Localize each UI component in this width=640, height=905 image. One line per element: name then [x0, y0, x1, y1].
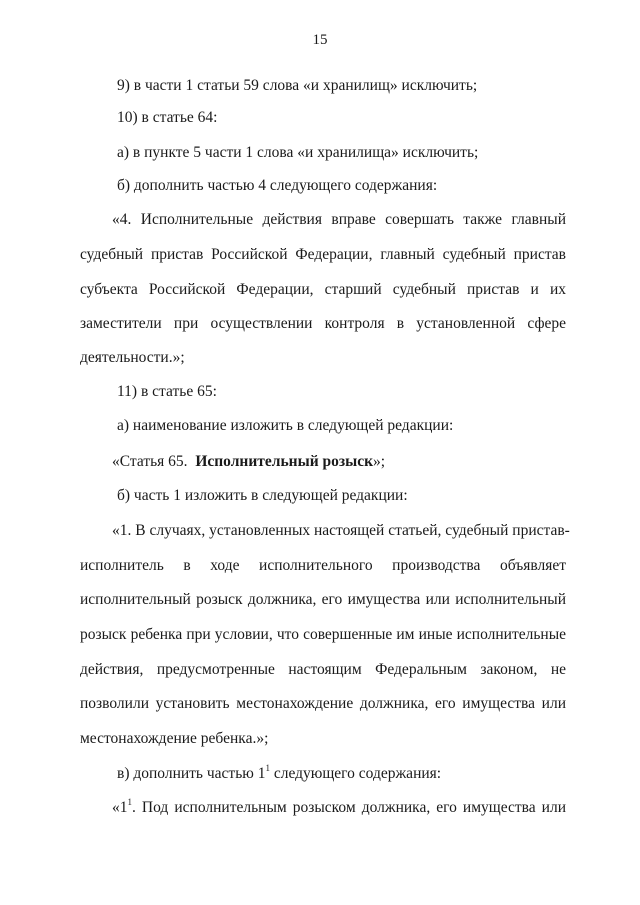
article-heading-tail: »;	[373, 453, 386, 470]
paragraph-line: исполнитель в ходе исполнительного производства объявляет	[80, 557, 566, 574]
article-number: «Статья 65.	[112, 453, 188, 470]
paragraph-line: а) наименование изложить в следующей редакции:	[117, 417, 454, 434]
paragraph-line: исполнительный розыск должника, его имущества или исполнительный	[80, 591, 566, 608]
paragraph-line: 9) в части 1 статьи 59 слова «и хранилищ» исключить;	[117, 77, 478, 94]
paragraph-line: розыск ребенка при условии, что совершенные им иные исполнительные	[80, 626, 566, 643]
paragraph-line: судебный пристав Российской Федерации, главный судебный пристав	[80, 246, 566, 263]
page-number: 15	[312, 32, 328, 48]
paragraph-line: заместители при осуществлении контроля в установленной сфере	[80, 315, 566, 332]
paragraph-line: 11) в статье 65:	[117, 383, 217, 400]
paragraph-line: «1. В случаях, установленных настоящей статьей, судебный пристав-	[112, 522, 570, 539]
article-title: Исполнительный розыск	[195, 453, 374, 470]
paragraph-text: следующего содержания:	[269, 765, 442, 782]
paragraph-text: «1	[112, 799, 128, 816]
article-heading-line	[112, 452, 566, 472]
paragraph-line: б) часть 1 изложить в следующей редакции:	[117, 487, 408, 504]
paragraph-line: субъекта Российской Федерации, старший судебный пристав и их	[80, 281, 566, 298]
paragraph-line: а) в пункте 5 части 1 слова «и хранилища» исключить;	[117, 144, 479, 161]
paragraph-line: деятельности.»;	[80, 349, 185, 366]
superscript: 1	[127, 797, 132, 807]
paragraph-line	[112, 798, 566, 818]
paragraph-line: местонахождение ребенка.»;	[80, 730, 269, 747]
superscript: 1	[265, 763, 270, 773]
paragraph-line: б) дополнить частью 4 следующего содержания:	[117, 177, 438, 194]
paragraph-line	[117, 764, 566, 784]
paragraph-line: 10) в статье 64:	[117, 109, 218, 126]
paragraph-text: . Под исполнительным розыском должника, его имущества или	[132, 799, 566, 816]
paragraph-line: «4. Исполнительные действия вправе совершать также главный	[112, 211, 566, 228]
paragraph-line: позволили установить местонахождение должника, его имущества или	[80, 695, 566, 712]
paragraph-text: в) дополнить частью 1	[117, 765, 266, 782]
paragraph-line: действия, предусмотренные настоящим Федеральным законом, не	[80, 661, 566, 678]
